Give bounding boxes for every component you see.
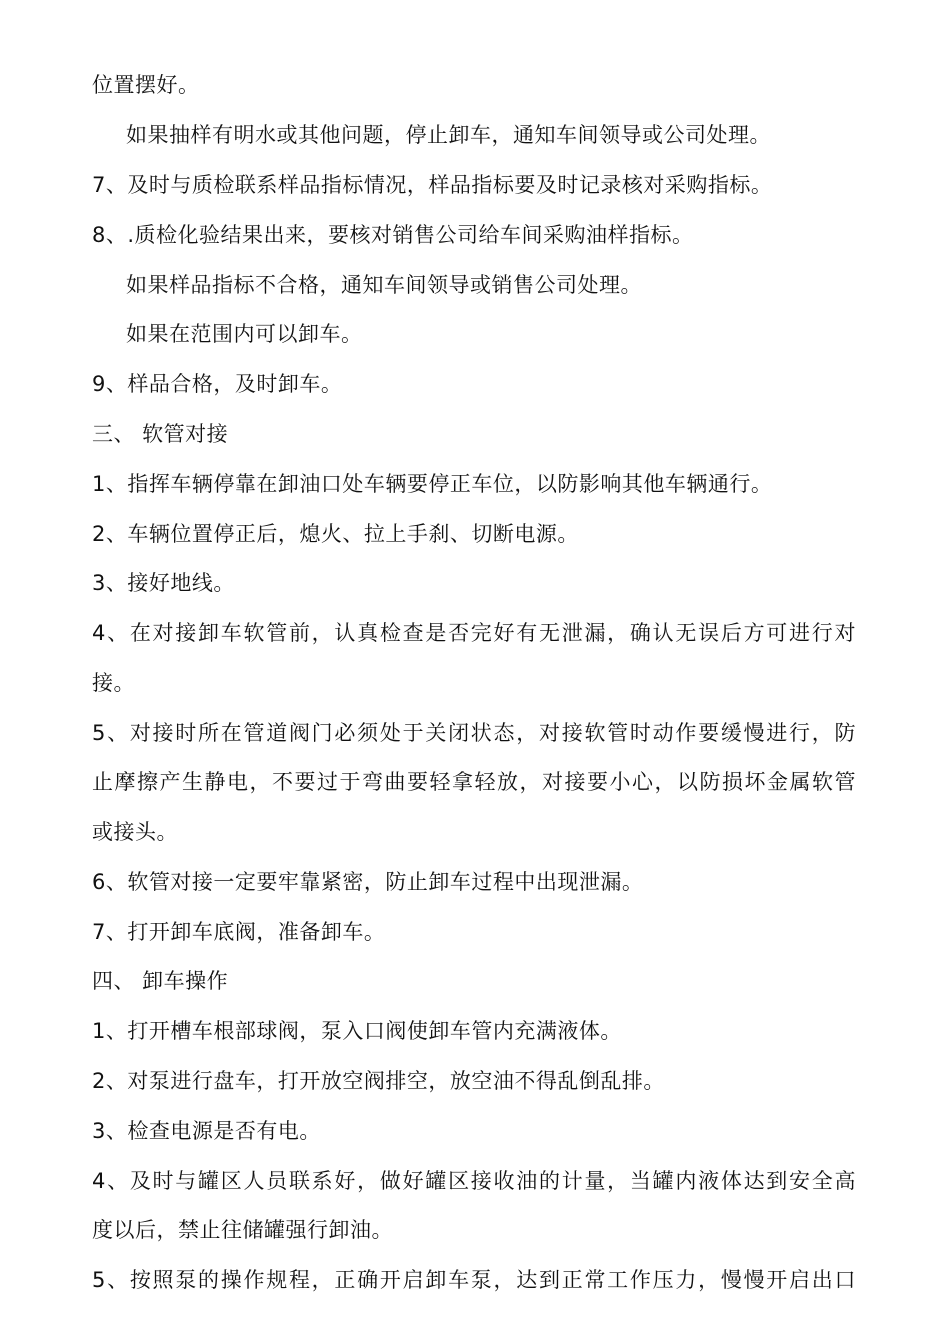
text-line: 3、检查电源是否有电。 — [92, 1119, 321, 1143]
text-line: 如果在范围内可以卸车。 — [126, 322, 363, 346]
text-line: 5、对接时所在管道阀门必须处于关闭状态，对接软管时动作要缓慢进行，防 — [92, 721, 856, 745]
text-line: 或接头。 — [92, 820, 178, 844]
text-line: 2、对泵进行盘车，打开放空阀排空，放空油不得乱倒乱排。 — [92, 1069, 665, 1093]
text-line: 如果样品指标不合格，通知车间领导或销售公司处理。 — [126, 273, 642, 297]
text-line: 5、按照泵的操作规程，正确开启卸车泵，达到正常工作压力，慢慢开启出口 — [92, 1268, 856, 1292]
section-heading: 四、 卸车操作 — [92, 969, 229, 993]
text-line: 1、指挥车辆停靠在卸油口处车辆要停正车位，以防影响其他车辆通行。 — [92, 472, 773, 496]
text-line: 6、软管对接一定要牢靠紧密，防止卸车过程中出现泄漏。 — [92, 870, 644, 894]
text-line: 4、在对接卸车软管前，认真检查是否完好有无泄漏，确认无误后方可进行对 — [92, 621, 856, 645]
text-line: 7、及时与质检联系样品指标情况，样品指标要及时记录核对采购指标。 — [92, 173, 773, 197]
text-line: 如果抽样有明水或其他问题，停止卸车，通知车间领导或公司处理。 — [126, 123, 771, 147]
text-line: 9、样品合格，及时卸车。 — [92, 372, 343, 396]
section-heading: 三、 软管对接 — [92, 422, 229, 446]
text-line: 度以后，禁止往储罐强行卸油。 — [92, 1218, 393, 1242]
text-line: 接。 — [92, 671, 135, 695]
text-line: 1、打开槽车根部球阀，泵入口阀使卸车管内充满液体。 — [92, 1019, 622, 1043]
text-line: 4、及时与罐区人员联系好，做好罐区接收油的计量，当罐内液体达到安全高 — [92, 1169, 856, 1193]
text-line: 位置摆好。 — [92, 73, 200, 97]
text-line: 2、车辆位置停正后，熄火、拉上手刹、切断电源。 — [92, 522, 579, 546]
text-line: 7、打开卸车底阀，准备卸车。 — [92, 920, 386, 944]
text-line: 8、.质检化验结果出来，要核对销售公司给车间采购油样指标。 — [92, 223, 694, 247]
text-line: 止摩擦产生静电，不要过于弯曲要轻拿轻放，对接要小心，以防损坏金属软管 — [92, 770, 856, 794]
text-line: 3、接好地线。 — [92, 571, 235, 595]
